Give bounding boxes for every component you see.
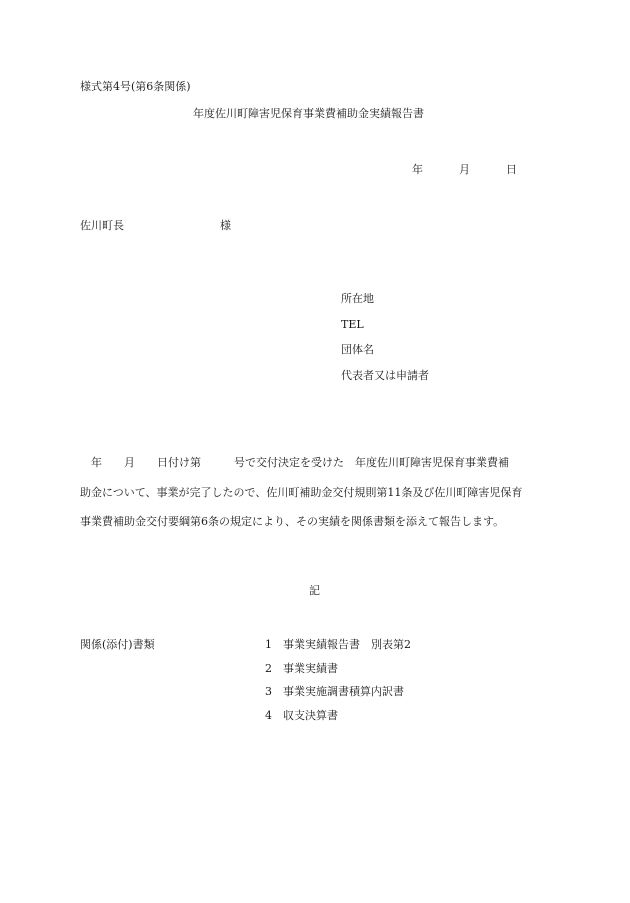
addressee — [80, 220, 231, 231]
addressee-name: 佐川町長 — [80, 219, 124, 232]
list-item — [265, 639, 411, 663]
list-item-number: 4 — [265, 708, 272, 722]
body-paragraph — [80, 448, 560, 537]
ki-heading: 記 — [309, 584, 320, 597]
list-item-text: 事業実施調書積算内訳書 — [283, 685, 404, 698]
list-item — [265, 710, 411, 734]
list-item-number: 1 — [265, 638, 272, 651]
list-item — [265, 663, 411, 687]
date-year: 年 — [412, 163, 423, 176]
document-title: 年度佐川町障害児保育事業費補助金実績報告書 — [193, 107, 424, 120]
related-docs-list — [265, 639, 411, 733]
related-docs-label: 関係(添付)書類 — [80, 638, 155, 651]
body-line: 事業費補助金交付要綱第6条の規定により、その実績を関係書類を添えて報告します。 — [80, 515, 505, 528]
applicant-field-address: 所在地 — [341, 292, 374, 305]
addressee-honorific: 様 — [220, 219, 231, 232]
list-item-text: 収支決算書 — [283, 708, 338, 722]
list-item-number: 3 — [265, 685, 272, 698]
applicant-field-tel: TEL — [341, 317, 364, 331]
form-number: 様式第4号(第6条関係) — [80, 80, 191, 93]
applicant-block — [341, 293, 429, 395]
date-month: 月 — [459, 163, 470, 176]
list-item-text: 事業実績書 — [283, 661, 338, 675]
applicant-field-organization: 団体名 — [341, 343, 374, 356]
list-item-text: 事業実績報告書 別表第2 — [283, 638, 411, 651]
body-line: 年 月 日付け第 号で交付決定を受けた 年度佐川町障害児保育事業費補 — [80, 456, 509, 469]
list-item-number: 2 — [265, 661, 272, 675]
list-item — [265, 686, 411, 710]
body-line: 助金について、事業が完了したので、佐川町補助金交付規則第11条及び佐川町障害児保育 — [80, 485, 523, 499]
date-day: 日 — [506, 163, 517, 176]
applicant-field-representative: 代表者又は申請者 — [341, 368, 429, 382]
date-line — [412, 164, 517, 175]
